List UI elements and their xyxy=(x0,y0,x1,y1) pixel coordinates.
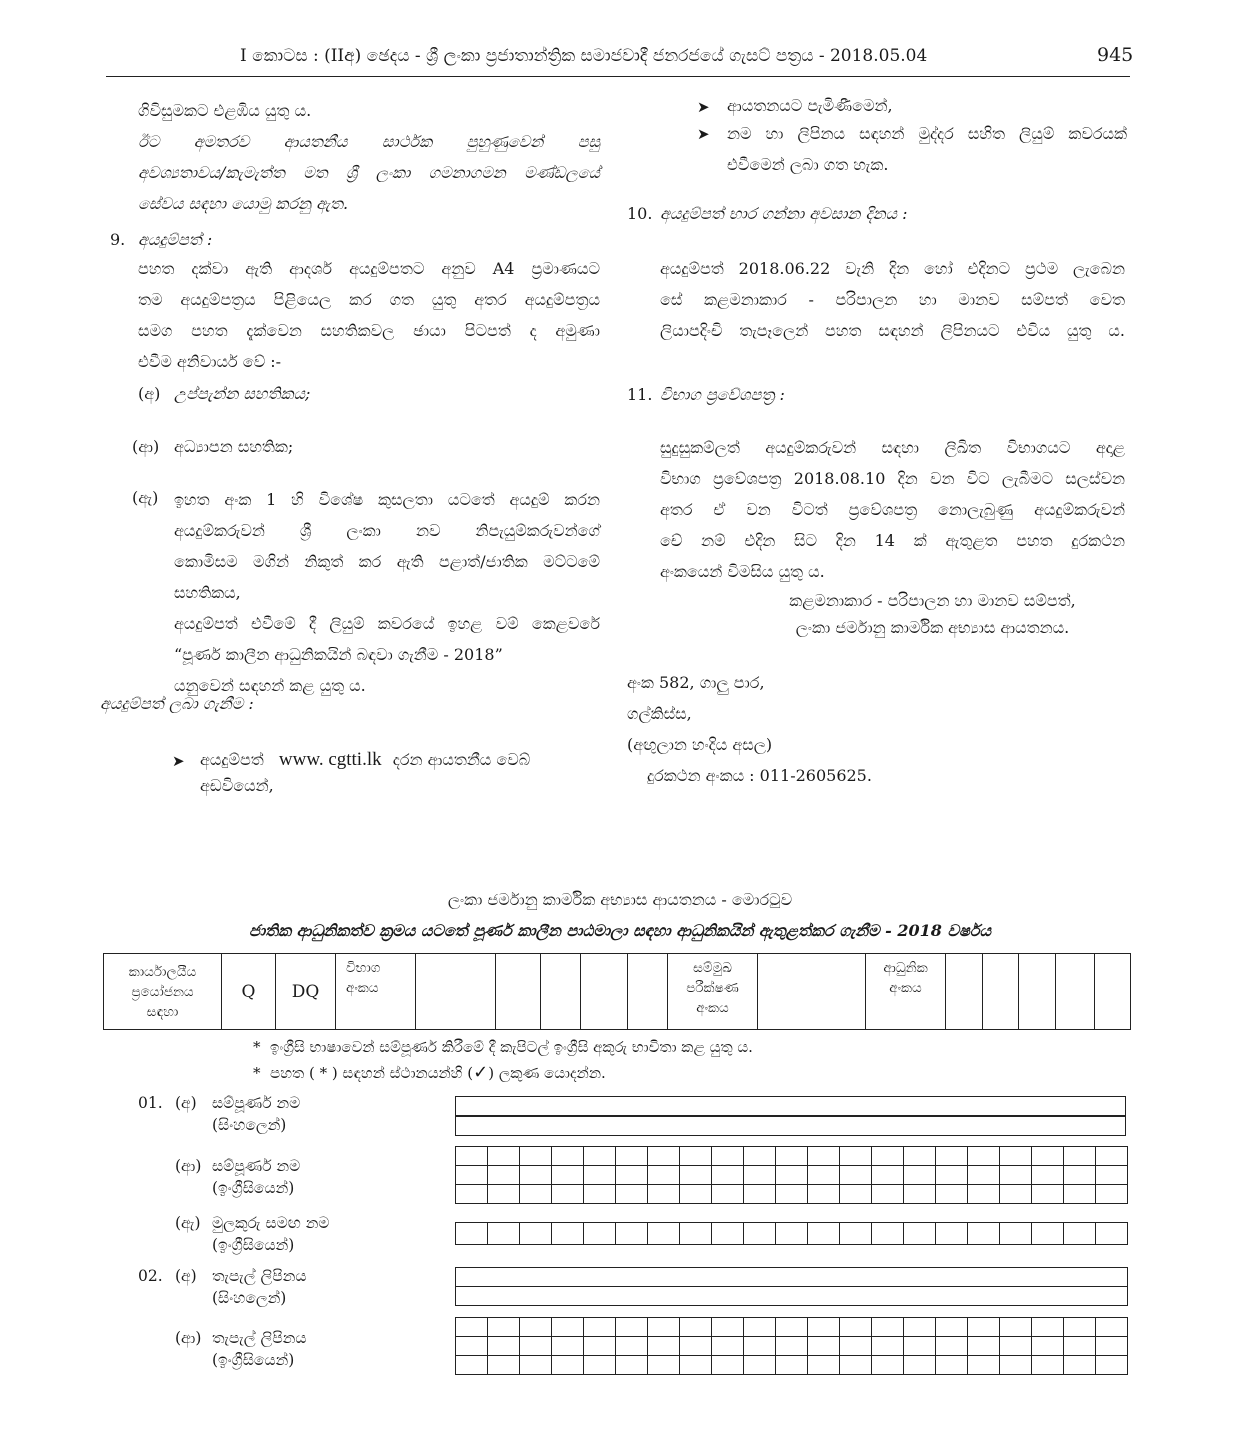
char-box[interactable] xyxy=(872,1318,904,1336)
char-box[interactable] xyxy=(584,1185,616,1203)
note-capitals-text: ඉංග්‍රීසි භාෂාවෙන් සම්පූර්ණ කිරීමේ දී කැපිටල් ඉංග්‍රීසි අකුරු භාවිතා කළ යුතු ය. xyxy=(270,1038,753,1056)
address-line: (අඟුලාන හංදිය අසල) xyxy=(627,735,773,754)
char-box[interactable] xyxy=(488,1337,520,1355)
char-box[interactable] xyxy=(488,1318,520,1336)
char-box[interactable] xyxy=(872,1185,904,1203)
char-box[interactable] xyxy=(744,1318,776,1336)
postal-address-sinhala-field[interactable] xyxy=(455,1267,1128,1287)
training-line: ඊට අමතරව ආයතනීය සාර්ථක පුහුණුවෙන් පසු xyxy=(138,132,600,151)
char-box[interactable] xyxy=(456,1337,488,1355)
char-box[interactable] xyxy=(1064,1337,1096,1355)
char-box[interactable] xyxy=(840,1356,872,1374)
char-box[interactable] xyxy=(1000,1223,1032,1244)
signatory-institute: ලංකා ජර්මානු කාර්මික අභ්‍යාස ආයතනය. xyxy=(795,618,1070,637)
note-star: * xyxy=(253,1038,261,1056)
arrow-bullet-icon: ➤ xyxy=(697,125,710,143)
char-box[interactable] xyxy=(456,1356,488,1374)
char-box[interactable] xyxy=(936,1356,968,1374)
char-box[interactable] xyxy=(776,1337,808,1355)
char-box[interactable] xyxy=(712,1223,744,1244)
section-10-title: අයදුම්පත් භාර ගන්නා අවසාන දිනය : xyxy=(660,204,908,223)
bullet-visit: ආයතනයට පැමිණීමෙන්, xyxy=(727,96,893,115)
office-use-line: සඳහා xyxy=(146,1003,179,1020)
char-box[interactable] xyxy=(680,1318,712,1336)
full-name-english-grid[interactable] xyxy=(455,1146,1128,1166)
full-name-english-grid[interactable] xyxy=(455,1184,1128,1204)
char-box[interactable] xyxy=(680,1147,712,1165)
apprentice-number-box[interactable] xyxy=(1095,954,1131,1030)
char-box[interactable] xyxy=(520,1337,552,1355)
section-11-number: 11. xyxy=(627,385,653,404)
bullet-envelope xyxy=(727,118,1127,180)
bullet-envelope-line: නම හා ලිපිනය සඳහන් මුද්දර සහිත ලියුම් කවරයක් xyxy=(727,124,1127,143)
item-ae-mark: (ඇ) xyxy=(132,488,159,507)
char-box[interactable] xyxy=(648,1337,680,1355)
char-box[interactable] xyxy=(520,1318,552,1336)
char-box[interactable] xyxy=(872,1166,904,1184)
char-box[interactable] xyxy=(808,1147,840,1165)
char-box[interactable] xyxy=(904,1337,936,1355)
char-box[interactable] xyxy=(520,1356,552,1374)
char-box[interactable] xyxy=(616,1147,648,1165)
postal-address-sinhala-field[interactable] xyxy=(455,1286,1128,1306)
q2-number: 02. xyxy=(138,1267,163,1285)
char-box[interactable] xyxy=(904,1166,936,1184)
section-9-line: එවීම අනිවාර්ය වේ :- xyxy=(138,352,282,371)
char-box[interactable] xyxy=(1096,1147,1127,1165)
char-box[interactable] xyxy=(584,1223,616,1244)
section-11-line: විභාග ප්‍රවේශපත්‍ර 2018.08.10 දින වන විට ලැබීමට සලස්වන xyxy=(660,469,1125,488)
char-box[interactable] xyxy=(840,1223,872,1244)
section-10-line: සේ කළමනාකාර - පරිපාලන හා මානව සම්පත් වෙත xyxy=(660,290,1125,309)
char-box[interactable] xyxy=(456,1166,488,1184)
exam-number-label xyxy=(336,954,416,1030)
char-box[interactable] xyxy=(712,1318,744,1336)
section-9-line: පහත දක්වා ඇති ආදර්ශ අයදුම්පතට අනුව A4 ප්‍රමාණයට xyxy=(138,259,600,278)
apprentice-number-box[interactable] xyxy=(983,954,1019,1030)
char-box[interactable] xyxy=(520,1223,552,1244)
q-cell: Q xyxy=(222,954,276,1030)
char-box[interactable] xyxy=(456,1318,488,1336)
apprentice-number-box[interactable] xyxy=(1019,954,1056,1030)
char-box[interactable] xyxy=(520,1185,552,1203)
char-box[interactable] xyxy=(552,1185,584,1203)
char-box[interactable] xyxy=(1064,1147,1096,1165)
full-name-english-grid[interactable] xyxy=(455,1165,1128,1185)
q2aa-sublabel: (ඉංග්‍රීසියෙන්) xyxy=(212,1351,295,1369)
char-box[interactable] xyxy=(936,1223,968,1244)
char-box[interactable] xyxy=(936,1147,968,1165)
arrow-bullet-icon: ➤ xyxy=(172,752,185,770)
q1ae-label: මුලකුරු සමඟ නම xyxy=(212,1214,330,1232)
section-9-title: අයදුම්පත් : xyxy=(138,230,213,249)
char-box[interactable] xyxy=(648,1147,680,1165)
char-box[interactable] xyxy=(1032,1166,1064,1184)
section-10-line: ලියාපදිංචි තැපෑලෙන් පහත සඳහන් ලිපිනයට එවිය යුතු ය. xyxy=(660,321,1125,340)
char-box[interactable] xyxy=(552,1166,584,1184)
q1a-sublabel: (සිංහලෙන්) xyxy=(212,1116,287,1134)
char-box[interactable] xyxy=(552,1337,584,1355)
q1aa-mark: (ආ) xyxy=(175,1157,202,1175)
char-box[interactable] xyxy=(552,1223,584,1244)
section-9-body xyxy=(138,253,600,377)
char-box[interactable] xyxy=(808,1356,840,1374)
char-box[interactable] xyxy=(840,1147,872,1165)
char-box[interactable] xyxy=(584,1147,616,1165)
char-box[interactable] xyxy=(680,1223,712,1244)
char-box[interactable] xyxy=(488,1147,520,1165)
website-url: www. cgtti.lk xyxy=(278,749,382,770)
char-box[interactable] xyxy=(872,1223,904,1244)
apprentice-number-box[interactable] xyxy=(946,954,983,1030)
signatory-title: කළමනාකාර - පරිපාලන හා මානව සම්පත්, xyxy=(789,591,1076,610)
char-box[interactable] xyxy=(648,1223,680,1244)
exam-number-box[interactable] xyxy=(496,954,541,1030)
char-box[interactable] xyxy=(1064,1318,1096,1336)
section-11-line: අතර ඒ වන විටත් ප්‍රවේශපත්‍ර නොලැබුණු අයදුම්කරුවන් xyxy=(660,500,1125,519)
interview-number-box[interactable] xyxy=(758,954,866,1030)
char-box[interactable] xyxy=(456,1223,488,1244)
char-box[interactable] xyxy=(1096,1318,1127,1336)
office-use-cell xyxy=(104,954,222,1030)
char-box[interactable] xyxy=(1032,1356,1064,1374)
training-line: අවශ්‍යතාවය/කැමැත්ත මත ශ්‍රී ලංකා ගමනාගමන මණ්ඩලයේ xyxy=(138,163,600,182)
arrow-bullet-icon: ➤ xyxy=(697,98,710,116)
char-box[interactable] xyxy=(1096,1166,1127,1184)
char-box[interactable] xyxy=(712,1166,744,1184)
char-box[interactable] xyxy=(840,1166,872,1184)
exam-number-line: අංකය xyxy=(346,980,379,996)
char-box[interactable] xyxy=(1064,1166,1096,1184)
char-box[interactable] xyxy=(744,1147,776,1165)
training-line: සේවය සඳහා යොමු කරනු ඇත. xyxy=(138,194,349,213)
char-box[interactable] xyxy=(840,1337,872,1355)
q1-number: 01. xyxy=(138,1094,163,1112)
address-line: අංක 582, ගාලු පාර, xyxy=(627,673,765,692)
section-11-line: චේ නම් එදින සිට දින 14 ක් ඇතුළත පහත දුරකථන xyxy=(660,531,1125,550)
section-9-line: සමග පහත දැක්වෙන සහතිකවල ඡායා පිටපත් ද අමුණා xyxy=(138,321,600,340)
char-box[interactable] xyxy=(808,1166,840,1184)
char-box[interactable] xyxy=(648,1166,680,1184)
char-box[interactable] xyxy=(776,1318,808,1336)
interview-number-line: සම්මුඛ xyxy=(693,960,732,976)
char-box[interactable] xyxy=(680,1356,712,1374)
gazette-header: I කොටස : (IIඅ) ඡෙදය - ශ්‍රී ලංකා ප්‍රජාතාන්ත්‍රික සමාජවාදී ජනරජයේ ගැසට් පත්‍රය - 2018.05.04 xyxy=(240,46,928,66)
full-name-sinhala-field[interactable] xyxy=(455,1096,1126,1116)
item-ae-line: අයදුම්කරුවන් ශ්‍රී ලංකා නව නිපැයුම්කරුවන්ගේ xyxy=(174,521,600,540)
bullet-website-text: දරන ආයතනීය වෙබ් xyxy=(392,750,531,769)
q2a-label: තැපැල් ලිපිනය xyxy=(212,1267,307,1285)
char-box[interactable] xyxy=(712,1147,744,1165)
exam-number-box[interactable] xyxy=(541,954,581,1030)
char-box[interactable] xyxy=(712,1356,744,1374)
interview-number-line: පරීක්ෂණ xyxy=(686,980,739,996)
form-program-title: ජාතික ආධුනිකත්ව ක්‍රමය යටතේ පූර්ණ කාලීන පාඨමාලා සඳහා ආධුනිකයින් ඇතුළත්කර ගැනීම - 2018 වර්ෂය xyxy=(249,921,991,940)
postal-address-english-grid[interactable] xyxy=(455,1336,1128,1356)
char-box[interactable] xyxy=(744,1356,776,1374)
char-box[interactable] xyxy=(808,1337,840,1355)
item-ae-line: ඉහත අංක 1 හි විශේෂ කුසලතා යටතේ අයදුම් කරන xyxy=(174,490,600,509)
full-name-sinhala-field[interactable] xyxy=(455,1116,1126,1136)
exam-number-box[interactable] xyxy=(628,954,668,1030)
interview-number-line: අංකය xyxy=(696,1000,729,1016)
section-11-body xyxy=(660,432,1125,587)
char-box[interactable] xyxy=(680,1166,712,1184)
char-box[interactable] xyxy=(968,1185,1000,1203)
char-box[interactable] xyxy=(744,1185,776,1203)
item-ae-line: යනුවෙන් සඳහන් කළ යුතු ය. xyxy=(174,676,366,695)
dq-cell: DQ xyxy=(276,954,336,1030)
char-box[interactable] xyxy=(1000,1185,1032,1203)
char-box[interactable] xyxy=(616,1185,648,1203)
section-10-line: අයදුම්පත් 2018.06.22 වැනි දින හෝ එදිනට ප්‍රථම ලැබෙන xyxy=(660,259,1125,278)
char-box[interactable] xyxy=(776,1223,808,1244)
char-box[interactable] xyxy=(520,1166,552,1184)
item-ae-line: සහතිකය, xyxy=(174,583,241,602)
q1aa-label: සම්පූර්ණ නම xyxy=(212,1157,301,1175)
char-box[interactable] xyxy=(1000,1166,1032,1184)
char-box[interactable] xyxy=(584,1318,616,1336)
char-box[interactable] xyxy=(456,1147,488,1165)
apprentice-number-line: අංකය xyxy=(889,980,922,996)
contact-address xyxy=(627,667,1047,791)
char-box[interactable] xyxy=(488,1185,520,1203)
note-tick xyxy=(253,1062,606,1083)
char-box[interactable] xyxy=(904,1223,936,1244)
char-box[interactable] xyxy=(520,1147,552,1165)
section-11-line: සුදුසුකම්ලත් අයදුම්කරුවන් සඳහා ලිඛිත විභාගයට අදාළ xyxy=(660,438,1125,457)
section-10-number: 10. xyxy=(627,204,653,223)
char-box[interactable] xyxy=(872,1147,904,1165)
section-10-body xyxy=(660,253,1125,346)
postal-address-english-grid[interactable] xyxy=(455,1317,1128,1337)
char-box[interactable] xyxy=(776,1166,808,1184)
char-box[interactable] xyxy=(1096,1185,1127,1203)
char-box[interactable] xyxy=(1096,1223,1127,1244)
office-use-table xyxy=(103,953,1131,1030)
char-box[interactable] xyxy=(712,1185,744,1203)
char-box[interactable] xyxy=(648,1318,680,1336)
char-box[interactable] xyxy=(872,1337,904,1355)
char-box[interactable] xyxy=(936,1318,968,1336)
tick-mark-icon: ✓ xyxy=(473,1062,489,1083)
char-box[interactable] xyxy=(616,1356,648,1374)
char-box[interactable] xyxy=(872,1356,904,1374)
char-box[interactable] xyxy=(680,1185,712,1203)
char-box[interactable] xyxy=(1064,1223,1096,1244)
char-box[interactable] xyxy=(904,1356,936,1374)
address-line: ගල්කිස්ස, xyxy=(627,704,692,723)
training-paragraph xyxy=(138,126,600,219)
char-box[interactable] xyxy=(968,1147,1000,1165)
bullet-website xyxy=(200,749,600,771)
char-box[interactable] xyxy=(1000,1318,1032,1336)
bullet-website-text: අයදුම්පත් xyxy=(200,750,264,769)
exam-number-box[interactable] xyxy=(416,954,496,1030)
note-tick-text: ) ලකුණ යොදන්න. xyxy=(488,1064,606,1082)
char-box[interactable] xyxy=(1000,1337,1032,1355)
char-box[interactable] xyxy=(488,1166,520,1184)
exam-number-line: විභාග xyxy=(346,960,381,976)
item-a-mark: (අ) xyxy=(138,384,161,403)
note-star: * xyxy=(253,1064,261,1082)
char-box[interactable] xyxy=(1032,1337,1064,1355)
char-box[interactable] xyxy=(1032,1318,1064,1336)
char-box[interactable] xyxy=(1096,1356,1127,1374)
char-box[interactable] xyxy=(936,1166,968,1184)
section-11-line: අංකයෙන් විමසිය යුතු ය. xyxy=(660,562,825,581)
item-ae-line: අයදුම්පත් එවීමේ දී ලියුම් කවරයේ ඉහළ වම් කෙළවරේ xyxy=(174,614,600,633)
q1aa-sublabel: (ඉංග්‍රීසියෙන්) xyxy=(212,1179,295,1197)
item-ae-line: කොමිසම මගින් නිකුත් කර ඇති පළාත්/ජාතික මට්ටමේ xyxy=(174,552,600,571)
item-aa-mark: (ආ) xyxy=(132,437,160,456)
char-box[interactable] xyxy=(840,1318,872,1336)
char-box[interactable] xyxy=(616,1337,648,1355)
q1ae-mark: (ඇ) xyxy=(175,1214,201,1232)
char-box[interactable] xyxy=(968,1223,1000,1244)
q1ae-sublabel: (ඉංග්‍රීසියෙන්) xyxy=(212,1236,295,1254)
char-box[interactable] xyxy=(1032,1147,1064,1165)
section-9-number: 9. xyxy=(110,230,126,249)
char-box[interactable] xyxy=(1000,1147,1032,1165)
char-box[interactable] xyxy=(744,1166,776,1184)
char-box[interactable] xyxy=(552,1356,584,1374)
name-with-initials-grid[interactable] xyxy=(455,1222,1128,1245)
char-box[interactable] xyxy=(584,1166,616,1184)
char-box[interactable] xyxy=(968,1356,1000,1374)
char-box[interactable] xyxy=(840,1185,872,1203)
note-capitals xyxy=(253,1038,753,1056)
apprentice-number-label xyxy=(866,954,946,1030)
char-box[interactable] xyxy=(904,1318,936,1336)
q2aa-mark: (ආ) xyxy=(175,1329,202,1347)
char-box[interactable] xyxy=(968,1318,1000,1336)
char-box[interactable] xyxy=(808,1223,840,1244)
office-use-line: ප්‍රයෝජනය xyxy=(131,983,194,1000)
char-box[interactable] xyxy=(1000,1356,1032,1374)
page-number: 945 xyxy=(1097,44,1134,66)
item-ae-text xyxy=(174,484,600,701)
char-box[interactable] xyxy=(776,1147,808,1165)
char-box[interactable] xyxy=(584,1337,616,1355)
item-a-text: උප්පැන්න සහතිකය; xyxy=(174,384,311,403)
char-box[interactable] xyxy=(712,1337,744,1355)
char-box[interactable] xyxy=(808,1185,840,1203)
apprentice-number-line: ආධුනික xyxy=(883,960,928,976)
char-box[interactable] xyxy=(552,1318,584,1336)
office-use-line: කාර්යාලයීය xyxy=(128,963,197,980)
char-box[interactable] xyxy=(616,1166,648,1184)
exam-number-box[interactable] xyxy=(581,954,628,1030)
char-box[interactable] xyxy=(456,1185,488,1203)
char-box[interactable] xyxy=(648,1356,680,1374)
char-box[interactable] xyxy=(1032,1223,1064,1244)
intro-line: ගිවිසුමකට එළඹිය යුතු ය. xyxy=(138,101,312,120)
char-box[interactable] xyxy=(776,1185,808,1203)
char-box[interactable] xyxy=(1064,1185,1096,1203)
apprentice-number-box[interactable] xyxy=(1056,954,1095,1030)
section-9-line: තම අයදුම්පත්‍රය පිළියෙල කර ගත යුතු අතර අයදුම්පත්‍රය xyxy=(138,290,600,309)
section-11-title: විභාග ප්‍රවේශපත්‍ර : xyxy=(660,385,785,404)
char-box[interactable] xyxy=(744,1337,776,1355)
postal-address-english-grid[interactable] xyxy=(455,1355,1128,1375)
char-box[interactable] xyxy=(904,1185,936,1203)
char-box[interactable] xyxy=(680,1337,712,1355)
char-box[interactable] xyxy=(744,1223,776,1244)
item-aa-text: අධ්‍යාපන සහතික; xyxy=(174,437,294,456)
char-box[interactable] xyxy=(616,1318,648,1336)
char-box[interactable] xyxy=(808,1318,840,1336)
bullet-envelope-line: එවීමෙන් ලබා ගත හැක. xyxy=(727,155,889,174)
char-box[interactable] xyxy=(936,1337,968,1355)
char-box[interactable] xyxy=(552,1147,584,1165)
char-box[interactable] xyxy=(904,1147,936,1165)
char-box[interactable] xyxy=(648,1185,680,1203)
q1a-mark: (අ) xyxy=(175,1094,197,1112)
char-box[interactable] xyxy=(776,1356,808,1374)
obtain-application-title: අයදුම්පත් ලබා ගැනීම : xyxy=(100,694,254,713)
char-box[interactable] xyxy=(616,1223,648,1244)
form-institute-title: ලංකා ජර්මානු කාර්මික අභ්‍යාස ආයතනය - මොරටුව xyxy=(447,890,793,909)
item-ae-line: “පූර්ණ කාලීන ආධුනිකයින් බඳවා ගැනීම - 2018” xyxy=(174,645,503,664)
note-tick-text: පහත ( * ) සඳහන් ස්ථානයන්හි ( xyxy=(270,1064,474,1082)
char-box[interactable] xyxy=(488,1356,520,1374)
q2aa-label: තැපැල් ලිපිනය xyxy=(212,1329,307,1347)
char-box[interactable] xyxy=(1096,1337,1127,1355)
char-box[interactable] xyxy=(488,1223,520,1244)
char-box[interactable] xyxy=(968,1166,1000,1184)
q2a-mark: (අ) xyxy=(175,1267,197,1285)
q2a-sublabel: (සිංහලෙන්) xyxy=(212,1289,287,1307)
bullet-website-cont: අඩවියෙන්, xyxy=(200,776,274,795)
q1a-label: සම්පූර්ණ නම xyxy=(212,1094,301,1112)
header-rule xyxy=(106,76,1130,77)
interview-number-label xyxy=(668,954,758,1030)
char-box[interactable] xyxy=(1032,1185,1064,1203)
phone-line: දුරකථන අංකය : 011-2605625. xyxy=(647,766,872,785)
char-box[interactable] xyxy=(968,1337,1000,1355)
char-box[interactable] xyxy=(1064,1356,1096,1374)
char-box[interactable] xyxy=(584,1356,616,1374)
char-box[interactable] xyxy=(936,1185,968,1203)
